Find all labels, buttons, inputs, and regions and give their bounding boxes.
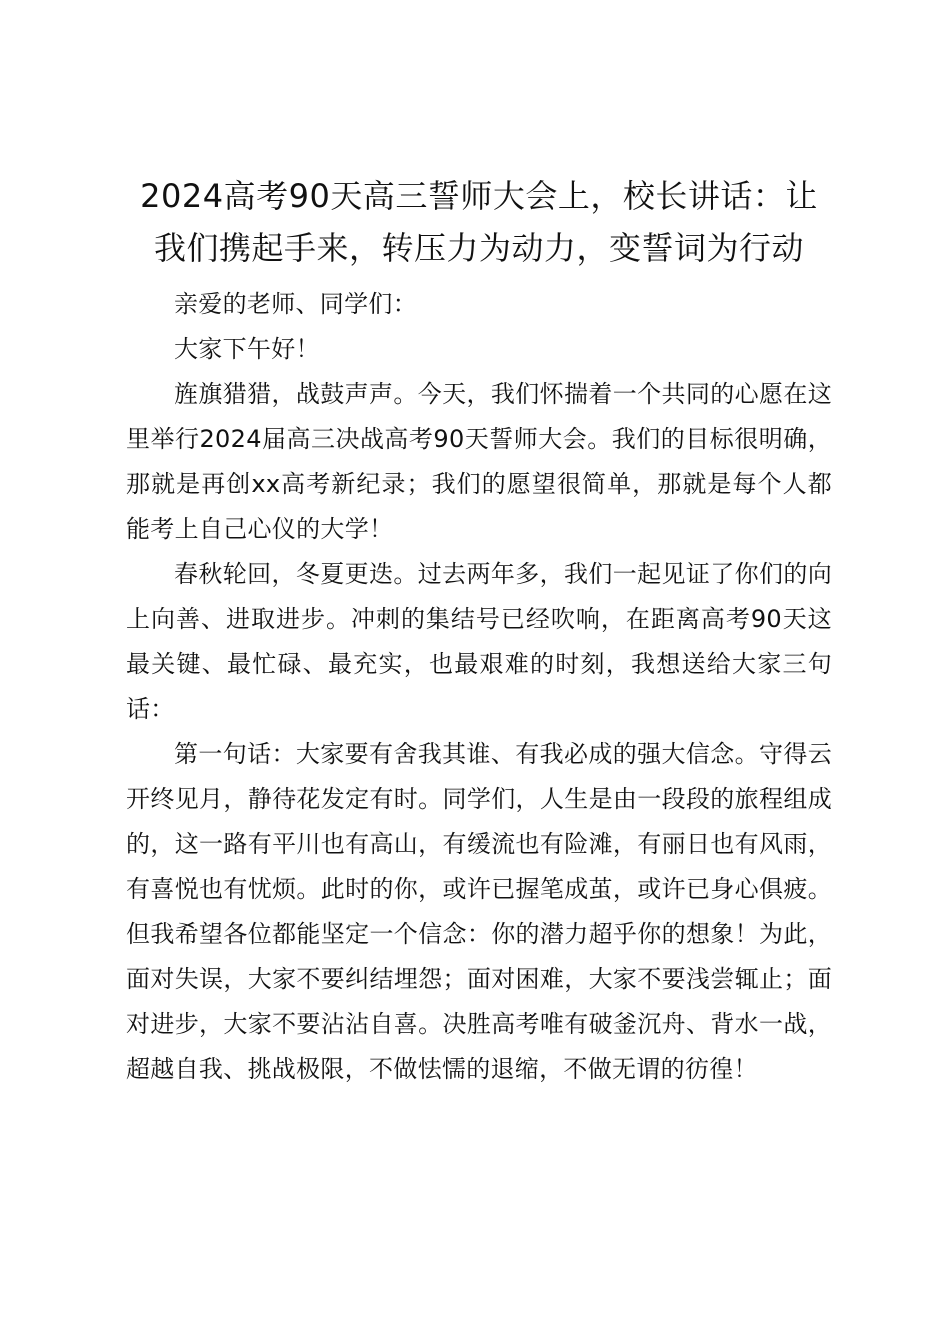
document-title: 2024高考90天高三誓师大会上，校长讲话：让我们携起手来，转压力为动力，变誓词为行动 [140,177,818,267]
paragraph-greeting: 大家下午好！ [174,335,320,363]
paragraph-intro: 旌旗猎猎，战鼓声声。今天，我们怀揣着一个共同的心愿在这里举行2024届高三决战高考90天誓师大会。我们的目标很明确，那就是再创xx高考新纪录；我们的愿望很简单，那就是每个人都能考上自己心仪的大学！ [126,380,832,543]
paragraph-salutation: 亲爱的老师、同学们： [174,290,417,318]
paragraph-transition: 春秋轮回，冬夏更迭。过去两年多，我们一起见证了你们的向上向善、进取进步。冲刺的集结号已经吹响，在距离高考90天这最关键、最忙碌、最充实，也最艰难的时刻，我想送给大家三句话： [126,560,832,723]
paragraph-first-point: 第一句话：大家要有舍我其谁、有我必成的强大信念。守得云开终见月，静待花发定有时。同学们，人生是由一段段的旅程组成的，这一路有平川也有高山，有缓流也有险滩，有丽日也有风雨，有喜悦也有忧烦。此时的你，或许已握笔成茧，或许已身心俱疲。但我希望各位都能坚定一个信念：你的潜力超乎你的想象！为此，面对失误，大家不要纠结埋怨；面对困难，大家不要浅尝辄止；面对进步，大家不要沾沾自喜。决胜高考唯有破釜沉舟、背水一战，超越自我、挑战极限，不做怯懦的退缩，不做无谓的彷徨！ [126,740,832,1083]
